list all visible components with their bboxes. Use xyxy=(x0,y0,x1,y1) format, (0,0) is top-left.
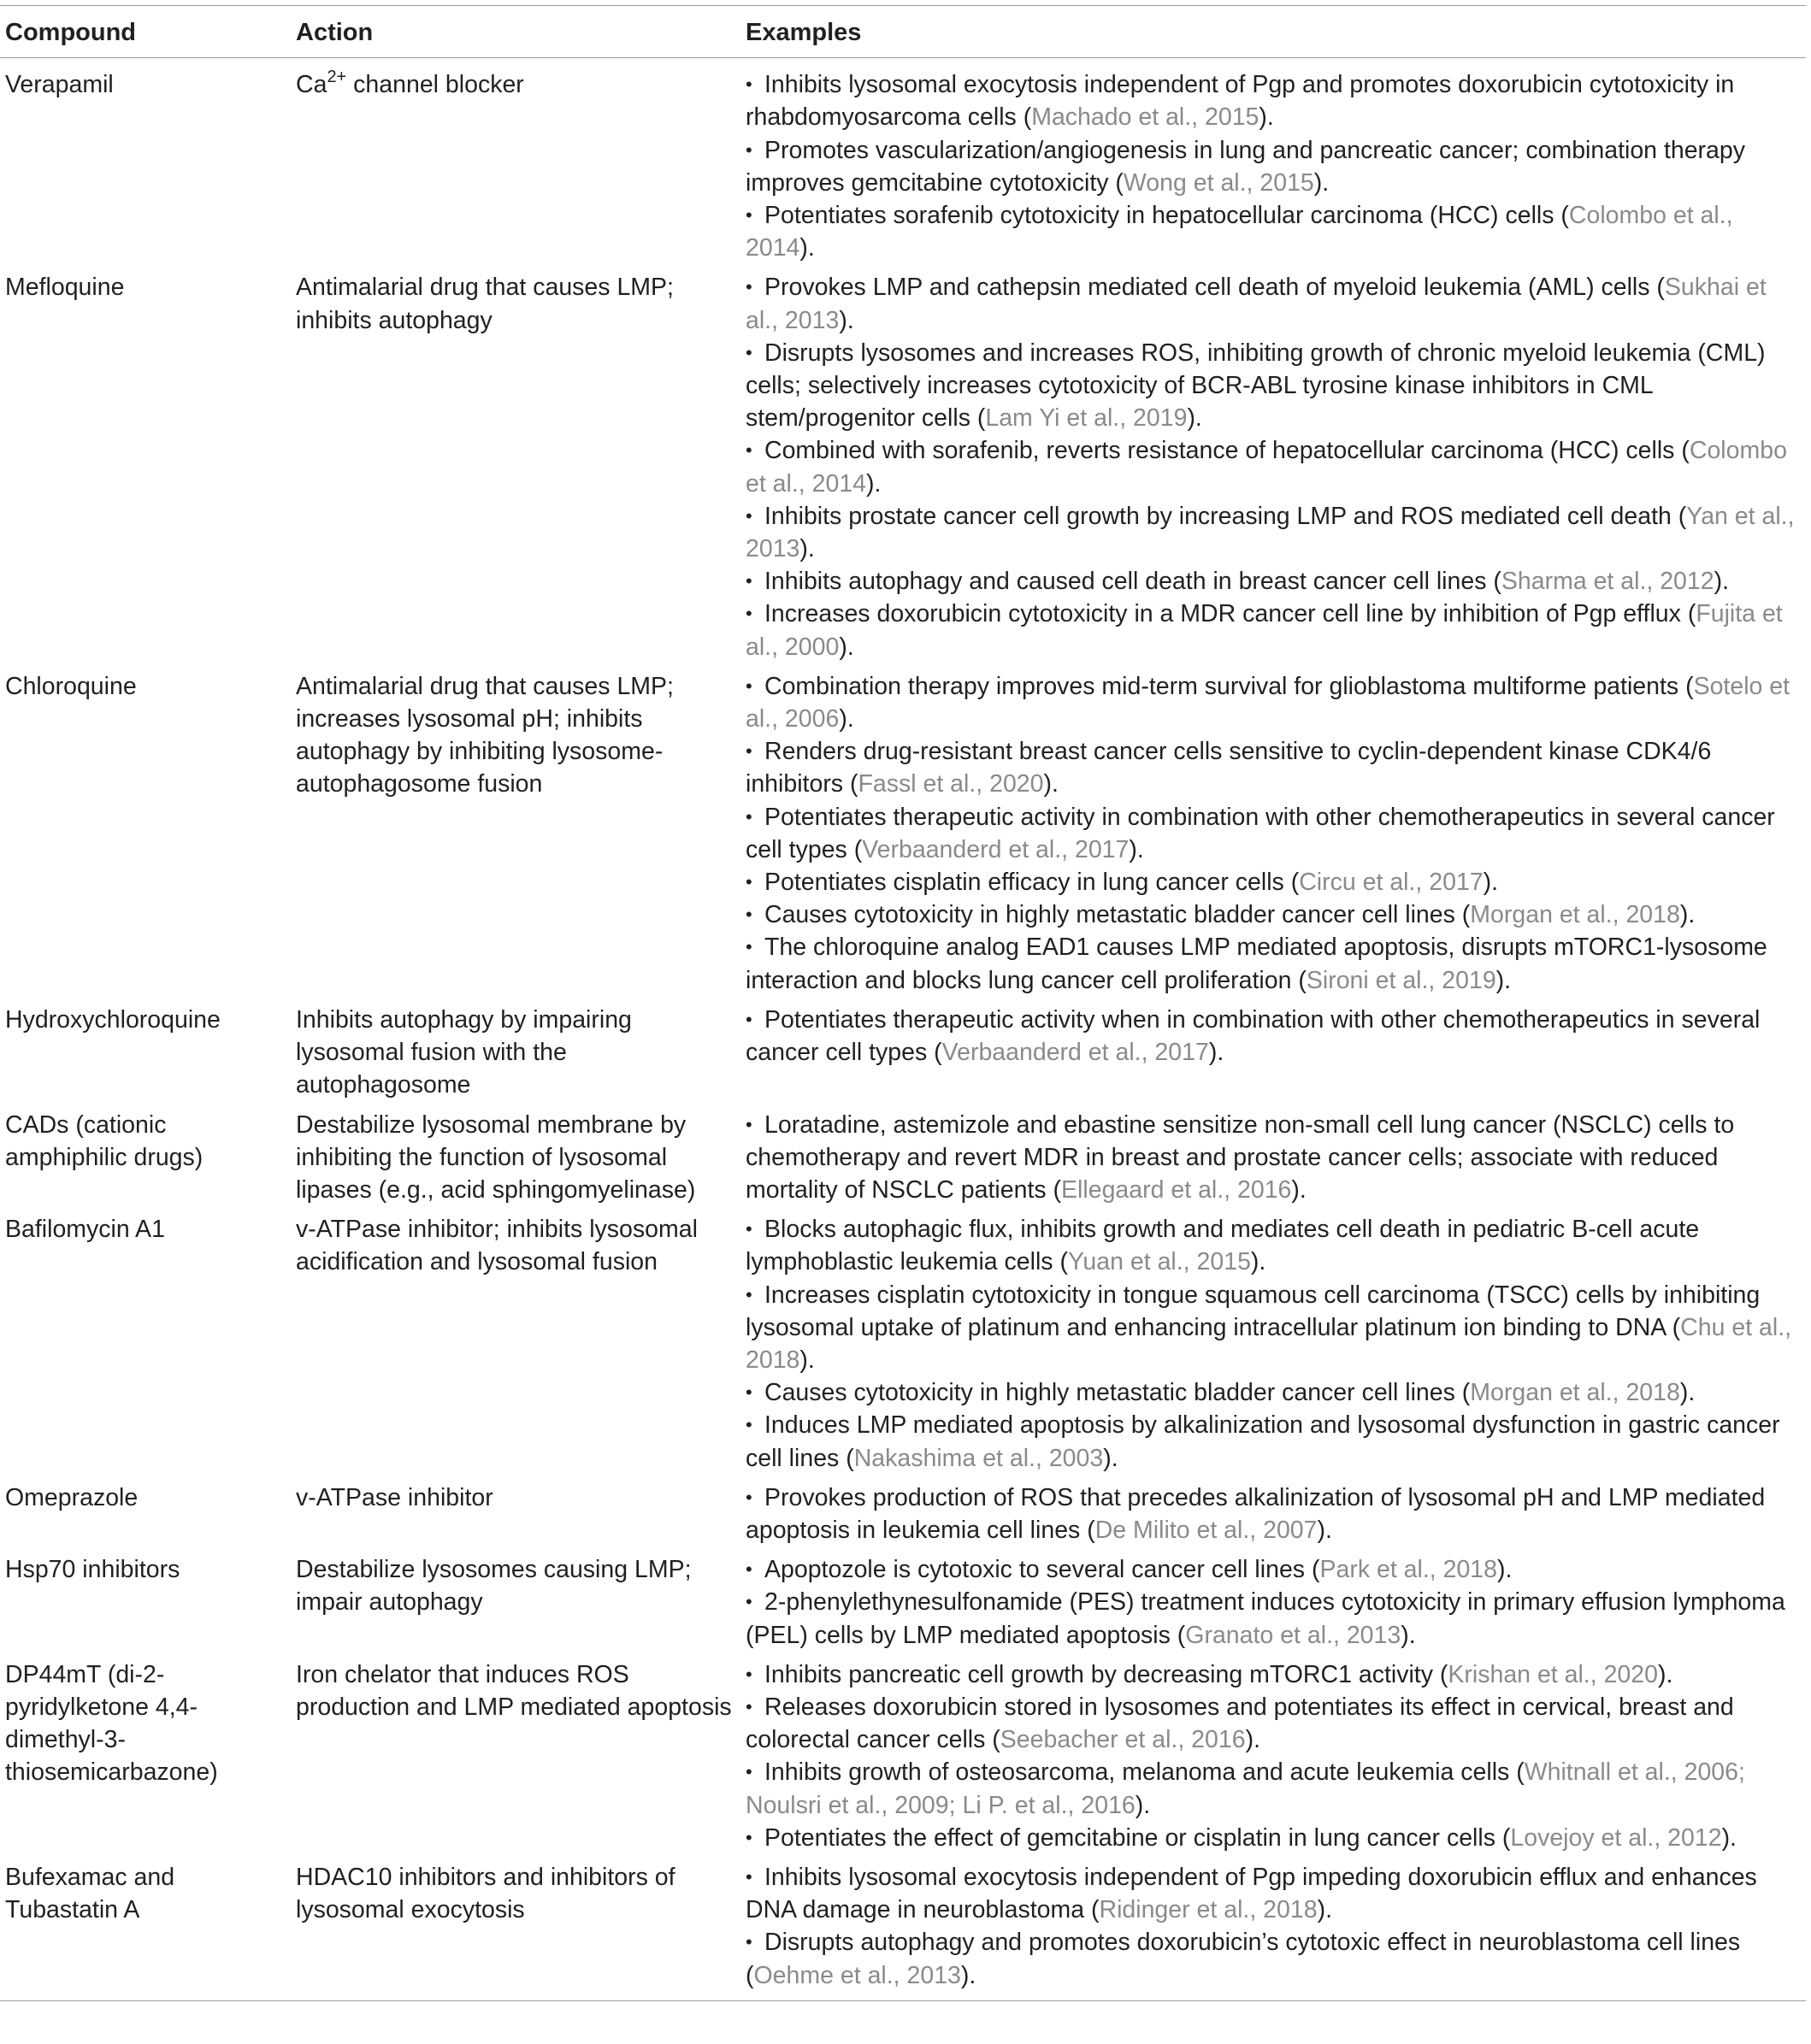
bullet-icon: • xyxy=(746,1381,752,1404)
example-text-end: ). xyxy=(1043,770,1059,798)
example-text-end: ). xyxy=(1714,568,1730,596)
compound-cell: Chloroquine xyxy=(5,672,137,700)
example-text: Potentiates sorafenib cytotoxicity in hepatocellular carcinoma (HCC) cells ( xyxy=(764,202,1569,230)
example-text-end: ). xyxy=(960,1961,976,1989)
example-text: Inhibits growth of osteosarcoma, melanoma and acute leukemia cells ( xyxy=(764,1758,1525,1787)
action-cell xyxy=(291,670,740,1004)
example-item xyxy=(746,1004,1801,1069)
example-item xyxy=(746,1822,1801,1854)
compound-cell: Bufexamac and Tubastatin A xyxy=(0,1861,291,2000)
examples-cell xyxy=(740,58,1806,272)
example-item xyxy=(746,271,1801,336)
example-item xyxy=(746,1756,1801,1821)
example-text: Provokes production of ROS that precedes alkalinization of lysosomal pH and LMP mediated apoptosis in leukemia cell lines ( xyxy=(746,1483,1766,1544)
example-text: Releases doxorubicin stored in lysosomes and potentiates its effect in cervical, breast and colorectal cancer cells ( xyxy=(746,1693,1734,1754)
action-cell xyxy=(291,58,740,272)
bullet-icon: • xyxy=(746,740,752,763)
example-item xyxy=(746,801,1801,866)
compound-table xyxy=(0,5,1806,2001)
table-row xyxy=(0,1109,1806,1214)
example-item xyxy=(746,1279,1801,1377)
citation-link[interactable]: Seebacher et al., 2016 xyxy=(1000,1726,1246,1754)
example-text: Potentiates the effect of gemcitabine or cisplatin in lung cancer cells ( xyxy=(764,1823,1511,1852)
example-item xyxy=(746,598,1801,663)
bullet-icon: • xyxy=(746,1865,752,1888)
table-row xyxy=(0,1213,1806,1481)
bullet-icon: • xyxy=(746,1414,752,1436)
example-item xyxy=(746,735,1801,800)
bullet-icon: • xyxy=(746,1008,752,1030)
action-text: v-ATPase inhibitor; inhibits lysosomal acidification and lysosomal fusion xyxy=(296,1216,698,1276)
citation-link[interactable]: Machado et al., 2015 xyxy=(1031,103,1259,132)
example-item xyxy=(746,1409,1801,1474)
example-item xyxy=(746,1926,1801,1991)
table-row xyxy=(0,670,1806,1004)
bullet-icon: • xyxy=(746,1218,752,1240)
examples-cell xyxy=(740,1004,1806,1109)
citation-link[interactable]: Whitnall et al., 2006; Noulsri et al., 2009; Li P. et al., 2016 xyxy=(746,1758,1745,1819)
example-text-end: ). xyxy=(799,535,815,563)
citation-link[interactable]: Park et al., 2018 xyxy=(1319,1556,1498,1584)
example-item xyxy=(746,68,1801,133)
example-text-end: ). xyxy=(1317,1896,1332,1924)
bullet-icon: • xyxy=(746,1113,752,1135)
action-cell xyxy=(291,1553,740,1658)
header-action: Action xyxy=(291,6,740,58)
action-text: HDAC10 inhibitors and inhibitors of lysosomal exocytosis xyxy=(296,1863,675,1924)
example-text-end: ). xyxy=(839,633,854,661)
action-text: Antimalarial drug that causes LMP; increases lysosomal pH; inhibits autophagy by inhibiting lysosome-autophagosome fusion xyxy=(296,672,674,798)
action-cell xyxy=(291,1213,740,1481)
citation-link[interactable]: Ridinger et al., 2018 xyxy=(1099,1896,1318,1924)
compound-cell: Hydroxychloroquine xyxy=(5,1005,221,1034)
bullet-icon: • xyxy=(746,805,752,828)
action-cell xyxy=(291,271,740,669)
citation-link[interactable]: Chu et al., 2018 xyxy=(746,1313,1792,1374)
citation-link[interactable]: Fassl et al., 2020 xyxy=(858,770,1044,798)
bullet-icon: • xyxy=(746,1558,752,1581)
example-item xyxy=(746,500,1801,565)
example-item xyxy=(746,1376,1801,1409)
compound-cell: Mefloquine xyxy=(5,274,125,302)
compound-cell: Hsp70 inhibitors xyxy=(5,1556,180,1584)
example-text: Potentiates cisplatin efficacy in lung cancer cells ( xyxy=(764,869,1300,897)
citation-link[interactable]: Verbaanderd et al., 2017 xyxy=(941,1039,1209,1067)
example-item xyxy=(746,1109,1801,1207)
citation-link[interactable]: Yuan et al., 2015 xyxy=(1067,1248,1251,1276)
compound-cell: Verapamil xyxy=(5,71,114,99)
citation-link[interactable]: Colombo et al., 2014 xyxy=(746,202,1733,262)
table-header xyxy=(0,6,1806,58)
bullet-icon: • xyxy=(746,1826,752,1848)
examples-cell xyxy=(740,1861,1806,2000)
action-text: v-ATPase inhibitor xyxy=(296,1483,493,1511)
example-text: Inhibits pancreatic cell growth by decreasing mTORC1 activity ( xyxy=(764,1660,1448,1688)
action-text: Destabilize lysosomal membrane by inhibiting the function of lysosomal lipases (e.g., acid sphingomyelinase) xyxy=(296,1110,696,1204)
example-text: Potentiates therapeutic activity when in combination with other chemotherapeutics in several cancer cell types ( xyxy=(746,1005,1761,1067)
bullet-icon: • xyxy=(746,276,752,298)
citation-link[interactable]: Lovejoy et al., 2012 xyxy=(1510,1823,1722,1852)
bullet-icon: • xyxy=(746,138,752,161)
example-item xyxy=(746,199,1801,264)
example-text: 2-phenylethynesulfonamide (PES) treatment induces cytotoxicity in primary effusion lymphoma (PEL) cells by LMP mediated apoptosis ( xyxy=(746,1588,1785,1649)
citation-link[interactable]: Granato et al., 2013 xyxy=(1185,1621,1401,1649)
example-text: Increases cisplatin cytotoxicity in tongue squamous cell carcinoma (TSCC) cells by inhibiting lysosomal uptake of platinum and enhancing intracellular platinum ion binding to DNA ( xyxy=(746,1281,1761,1341)
examples-cell xyxy=(740,1658,1806,1861)
example-text: Inhibits lysosomal exocytosis independent of Pgp impeding doxorubicin efflux and enhances DNA damage in neuroblastoma ( xyxy=(746,1863,1757,1924)
example-item xyxy=(746,1658,1801,1691)
bullet-icon: • xyxy=(746,1931,752,1953)
bullet-icon: • xyxy=(746,1761,752,1783)
example-item xyxy=(746,1586,1801,1651)
example-text: Promotes vascularization/angiogenesis in lung and pancreatic cancer; combination therapy improves gemcitabine cytotoxicity ( xyxy=(746,136,1745,197)
bullet-icon: • xyxy=(746,674,752,697)
example-text-end: ). xyxy=(1721,1823,1737,1852)
table-row xyxy=(0,271,1806,669)
example-text-end: ). xyxy=(1495,966,1512,994)
example-text-end: ). xyxy=(1679,1379,1696,1407)
citation-link[interactable]: Ellegaard et al., 2016 xyxy=(1061,1175,1292,1204)
table-body xyxy=(0,58,1806,2001)
example-item xyxy=(746,866,1801,898)
action-text: Iron chelator that induces ROS production and LMP mediated apoptosis xyxy=(296,1660,732,1721)
example-item xyxy=(746,1553,1801,1586)
example-text: Disrupts lysosomes and increases ROS, inhibiting growth of chronic myeloid leukemia (CML) cells; selectively increases cytotoxicity of BCR-ABL tyrosine kinase inhibitors in CML stem/progenitor cells ( xyxy=(746,339,1766,433)
examples-cell xyxy=(740,670,1806,1004)
citation-link[interactable]: Fujita et al., 2000 xyxy=(746,600,1783,661)
examples-cell xyxy=(740,1213,1806,1481)
citation-link[interactable]: Yan et al., 2013 xyxy=(746,502,1795,563)
bullet-icon: • xyxy=(746,1663,752,1685)
example-text-end: ). xyxy=(1129,835,1144,863)
example-text-end: ). xyxy=(1317,1516,1332,1544)
bullet-icon: • xyxy=(746,204,752,227)
example-text-end: ). xyxy=(1291,1175,1307,1204)
example-item xyxy=(746,1691,1801,1756)
citation-link[interactable]: Sironi et al., 2019 xyxy=(1306,966,1496,994)
example-text: The chloroquine analog EAD1 causes LMP mediated apoptosis, disrupts mTORC1-lysosome interaction and blocks lung cancer cell proliferation ( xyxy=(746,934,1767,994)
example-text: Renders drug-resistant breast cancer cells sensitive to cyclin-dependent kinase CDK4/6 inhibitors ( xyxy=(746,738,1712,798)
example-item xyxy=(746,898,1801,931)
action-cell xyxy=(291,1481,740,1553)
action-text: Destabilize lysosomes causing LMP; impair autophagy xyxy=(296,1556,692,1617)
example-text-end: ). xyxy=(1103,1444,1118,1472)
table-row xyxy=(0,1004,1806,1109)
header-examples: Examples xyxy=(740,6,1806,58)
example-text: Apoptozole is cytotoxic to several cancer cell lines ( xyxy=(764,1556,1320,1584)
example-text-end: ). xyxy=(1208,1039,1224,1067)
example-text-end: ). xyxy=(1135,1791,1151,1819)
examples-cell xyxy=(740,1109,1806,1214)
action-text: Inhibits autophagy by impairing lysosomal fusion with the autophagosome xyxy=(296,1005,632,1099)
example-text: Inhibits autophagy and caused cell death in breast cancer cell lines ( xyxy=(764,568,1501,596)
example-text: Loratadine, astemizole and ebastine sensitize non-small cell lung cancer (NSCLC) cells to chemotherapy and revert MDR in breast and prostate cancer cells; associate with reduced mortality of NSCLC patients ( xyxy=(746,1110,1735,1204)
citation-link[interactable]: Colombo et al., 2014 xyxy=(746,437,1787,498)
example-item xyxy=(746,434,1801,499)
bullet-icon: • xyxy=(746,936,752,958)
table-row xyxy=(0,1553,1806,1658)
example-text-end: ). xyxy=(1401,1621,1416,1649)
example-text-end: ). xyxy=(1657,1660,1673,1688)
bullet-icon: • xyxy=(746,1283,752,1305)
action-superscript: 2+ xyxy=(327,68,347,87)
example-item xyxy=(746,1861,1801,1926)
example-item xyxy=(746,931,1801,996)
action-text: Antimalarial drug that causes LMP; inhibits autophagy xyxy=(296,274,674,334)
example-item xyxy=(746,1213,1801,1278)
bullet-icon: • xyxy=(746,1695,752,1717)
citation-link[interactable]: Sotelo et al., 2006 xyxy=(746,672,1790,733)
action-cell xyxy=(291,1004,740,1109)
example-text: Combination therapy improves mid-term survival for glioblastoma multiforme patients ( xyxy=(764,672,1694,700)
bullet-icon: • xyxy=(746,1591,752,1613)
header-compound: Compound xyxy=(0,6,291,58)
example-text-end: ). xyxy=(1483,869,1499,897)
example-item xyxy=(746,565,1801,598)
action-cell xyxy=(291,1109,740,1214)
bullet-icon: • xyxy=(746,74,752,96)
example-text: Increases doxorubicin cytotoxicity in a MDR cancer cell line by inhibition of Pgp efflux ( xyxy=(764,600,1696,628)
bullet-icon: • xyxy=(746,570,752,592)
example-text: Blocks autophagic flux, inhibits growth and mediates cell death in pediatric B-cell acute lymphoblastic leukemia cells ( xyxy=(746,1216,1700,1276)
bullet-icon: • xyxy=(746,341,752,363)
example-text-end: ). xyxy=(839,705,854,733)
example-text: Causes cytotoxicity in highly metastatic bladder cancer cell lines ( xyxy=(764,1379,1471,1407)
example-text-end: ). xyxy=(799,1346,815,1374)
compound-cell: CADs (cationic amphiphilic drugs) xyxy=(5,1110,204,1171)
example-text: Disrupts autophagy and promotes doxorubicin’s cytotoxic effect in neuroblastoma cell lines ( xyxy=(746,1929,1741,1989)
citation-link[interactable]: Morgan et al., 2018 xyxy=(1470,1379,1680,1407)
example-text-end: ). xyxy=(799,234,815,262)
example-text-end: ). xyxy=(1187,404,1202,433)
citation-link[interactable]: Krishan et al., 2020 xyxy=(1448,1660,1658,1688)
example-text: Inhibits lysosomal exocytosis independent of Pgp and promotes doxorubicin cytotoxicity in rhabdomyosarcoma cells ( xyxy=(746,71,1735,132)
example-text-end: ). xyxy=(839,306,854,334)
action-text-tail: channel blocker xyxy=(346,71,524,99)
example-text-end: ). xyxy=(1259,103,1274,132)
compound-cell: DP44mT (di-2-pyridylketone 4,4-dimethyl-3-thiosemicarbazone) xyxy=(5,1660,218,1787)
citation-link[interactable]: Circu et al., 2017 xyxy=(1299,869,1484,897)
example-text: Inhibits prostate cancer cell growth by increasing LMP and ROS mediated cell death ( xyxy=(764,502,1687,530)
example-text-end: ). xyxy=(1497,1556,1513,1584)
citation-link[interactable]: De Milito et al., 2007 xyxy=(1094,1516,1318,1544)
citation-link[interactable]: Wong et al., 2015 xyxy=(1123,168,1314,197)
action-cell xyxy=(291,1658,740,1861)
example-text: Provokes LMP and cathepsin mediated cell death of myeloid leukemia (AML) cells ( xyxy=(764,274,1665,302)
table-row xyxy=(0,58,1806,272)
table-row xyxy=(0,1481,1806,1553)
bullet-icon: • xyxy=(746,1486,752,1508)
example-item xyxy=(746,1481,1801,1546)
bullet-icon: • xyxy=(746,439,752,462)
table-row xyxy=(0,1861,1806,2000)
action-cell xyxy=(291,1861,740,2000)
action-text: Ca xyxy=(296,71,327,99)
example-text-end: ). xyxy=(1245,1726,1260,1754)
citation-link[interactable]: Verbaanderd et al., 2017 xyxy=(862,835,1130,863)
bullet-icon: • xyxy=(746,904,752,926)
example-text: Combined with sorafenib, reverts resistance of hepatocellular carcinoma (HCC) cells ( xyxy=(764,437,1690,465)
examples-cell xyxy=(740,271,1806,669)
example-text-end: ). xyxy=(1679,901,1696,929)
bullet-icon: • xyxy=(746,504,752,527)
citation-link[interactable]: Lam Yi et al., 2019 xyxy=(985,404,1188,433)
example-item xyxy=(746,134,1801,199)
example-text-end: ). xyxy=(1250,1248,1266,1276)
example-text: Causes cytotoxicity in highly metastatic bladder cancer cell lines ( xyxy=(764,901,1471,929)
header-row xyxy=(0,6,1806,58)
citation-link[interactable]: Sukhai et al., 2013 xyxy=(746,274,1767,334)
compound-cell: Bafilomycin A1 xyxy=(5,1216,165,1244)
examples-cell xyxy=(740,1553,1806,1658)
examples-cell xyxy=(740,1481,1806,1553)
compound-cell: Omeprazole xyxy=(5,1483,139,1511)
example-item xyxy=(746,670,1801,735)
citation-link[interactable]: Nakashima et al., 2003 xyxy=(853,1444,1104,1472)
bullet-icon: • xyxy=(746,871,752,893)
example-text-end: ). xyxy=(866,469,882,498)
citation-link[interactable]: Sharma et al., 2012 xyxy=(1501,568,1714,596)
example-text: Potentiates therapeutic activity in combination with other chemotherapeutics in several cancer cell types ( xyxy=(746,803,1775,863)
example-item xyxy=(746,337,1801,435)
bullet-icon: • xyxy=(746,603,752,625)
example-text-end: ). xyxy=(1313,168,1330,197)
table-row xyxy=(0,1658,1806,1861)
citation-link[interactable]: Morgan et al., 2018 xyxy=(1470,901,1680,929)
example-text: Induces LMP mediated apoptosis by alkalinization and lysosomal dysfunction in gastric cancer cell lines ( xyxy=(746,1411,1780,1472)
citation-link[interactable]: Oehme et al., 2013 xyxy=(753,1961,961,1989)
